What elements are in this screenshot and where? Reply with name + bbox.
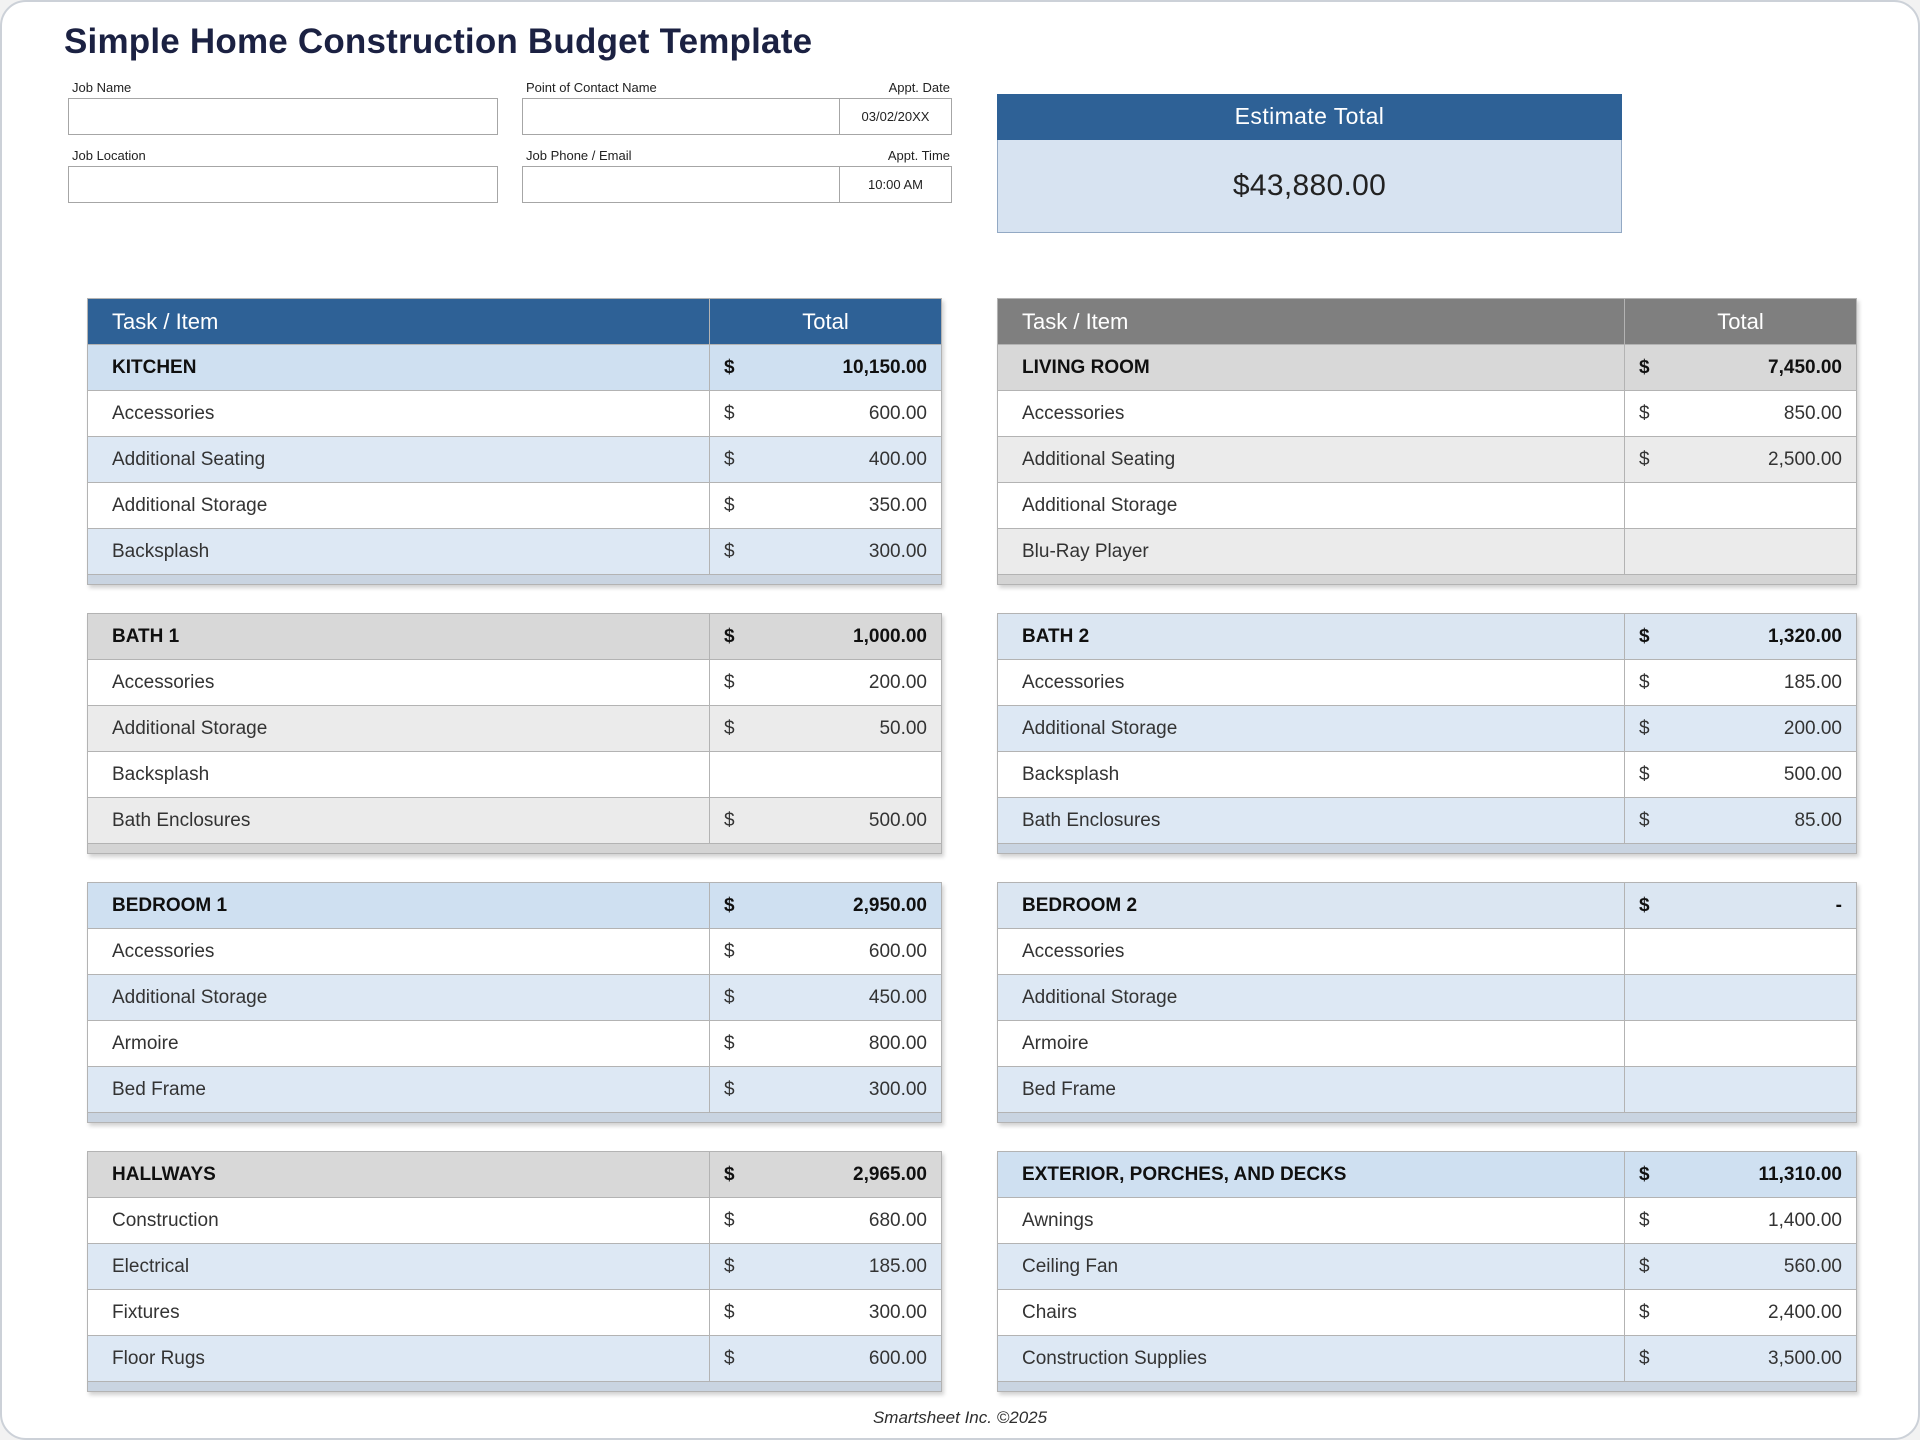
task-cell: Bed Frame (88, 1067, 710, 1113)
task-cell: Bath Enclosures (998, 798, 1625, 844)
amount-value: 185.00 (868, 1255, 927, 1277)
table-row (88, 660, 942, 706)
total-cell (710, 1244, 942, 1290)
table-row (88, 752, 942, 798)
total-cell-content (710, 1302, 941, 1324)
total-cell (710, 798, 942, 844)
phone-email-label: Job Phone / Email (526, 148, 632, 163)
task-cell: Backsplash (998, 752, 1625, 798)
column-header-row (88, 299, 942, 345)
total-cell-content (710, 1256, 941, 1278)
contact-name-input[interactable] (522, 98, 840, 135)
cut-off-row (997, 575, 1857, 585)
cut-off-row (87, 1113, 942, 1123)
total-cell-content (710, 1033, 941, 1055)
task-cell: Armoire (88, 1021, 710, 1067)
table-row (998, 1152, 1857, 1198)
job-name-label: Job Name (72, 80, 132, 95)
currency-symbol: $ (1639, 894, 1650, 916)
total-cell-content (710, 1348, 941, 1370)
estimate-total-box (997, 94, 1622, 233)
budget-table-hallways (87, 1151, 942, 1392)
total-cell-content (1625, 1256, 1856, 1278)
total-cell (1625, 529, 1857, 575)
amount-value: 7,450.00 (1768, 356, 1842, 378)
total-cell-content (710, 357, 941, 379)
amount-value: 2,400.00 (1768, 1301, 1842, 1323)
job-location-label: Job Location (72, 148, 146, 163)
total-cell (710, 706, 942, 752)
total-cell (1625, 752, 1857, 798)
currency-symbol: $ (724, 1301, 735, 1323)
job-name-input[interactable] (68, 98, 498, 135)
footer-credit: Smartsheet Inc. ©2025 (872, 1408, 1048, 1427)
amount-value: 1,400.00 (1768, 1209, 1842, 1231)
task-cell: Construction Supplies (998, 1336, 1625, 1382)
task-cell: EXTERIOR, PORCHES, AND DECKS (998, 1152, 1625, 1198)
job-location-input[interactable] (68, 166, 498, 203)
amount-value: 85.00 (1794, 809, 1842, 831)
appt-time-label: Appt. Time (887, 148, 950, 163)
table-row (88, 1021, 942, 1067)
task-cell: LIVING ROOM (998, 345, 1625, 391)
table-row (88, 437, 942, 483)
currency-symbol: $ (724, 625, 735, 647)
total-cell-content (710, 987, 941, 1009)
total-cell (1625, 798, 1857, 844)
total-cell-content (1625, 895, 1856, 917)
page-title: Simple Home Construction Budget Template (64, 22, 813, 61)
amount-value: 680.00 (868, 1209, 927, 1231)
task-cell: Backsplash (88, 529, 710, 575)
right-table-column (997, 298, 1857, 1420)
table-row (998, 1067, 1857, 1113)
table-row (998, 529, 1857, 575)
amount-value: 11,310.00 (1758, 1163, 1842, 1185)
table-row (88, 975, 942, 1021)
total-cell (710, 614, 942, 660)
currency-symbol: $ (724, 986, 735, 1008)
currency-symbol: $ (724, 671, 735, 693)
total-cell-content (1625, 1348, 1856, 1370)
table-row (998, 1021, 1857, 1067)
currency-symbol: $ (724, 448, 735, 470)
task-cell: Additional Storage (88, 975, 710, 1021)
amount-value: 185.00 (1783, 671, 1842, 693)
appt-date-field[interactable]: 03/02/20XX (839, 98, 952, 135)
total-cell-content (710, 895, 941, 917)
amount-value: 200.00 (1783, 717, 1842, 739)
total-cell-content (710, 1079, 941, 1101)
amount-value: - (1835, 894, 1842, 916)
amount-value: 300.00 (868, 1301, 927, 1323)
total-cell (1625, 483, 1857, 529)
amount-value: 500.00 (1783, 763, 1842, 785)
total-cell-content (1625, 672, 1856, 694)
total-cell (710, 929, 942, 975)
task-cell: Accessories (998, 660, 1625, 706)
total-cell (710, 483, 942, 529)
currency-symbol: $ (1639, 356, 1650, 378)
table-row (998, 660, 1857, 706)
amount-value: 2,500.00 (1768, 448, 1842, 470)
currency-symbol: $ (724, 356, 735, 378)
total-cell-content (710, 449, 941, 471)
total-cell (1625, 437, 1857, 483)
budget-table-exterior-porches-and-decks (997, 1151, 1857, 1392)
currency-symbol: $ (1639, 1347, 1650, 1369)
total-cell (710, 391, 942, 437)
task-item-header: Task / Item (88, 299, 710, 345)
total-cell (710, 437, 942, 483)
cut-off-row (87, 844, 942, 854)
total-cell (1625, 929, 1857, 975)
total-cell (710, 1152, 942, 1198)
total-cell (1625, 1244, 1857, 1290)
total-cell-content (710, 626, 941, 648)
currency-symbol: $ (724, 809, 735, 831)
total-cell-content (1625, 449, 1856, 471)
task-cell: Additional Storage (88, 706, 710, 752)
amount-value: 350.00 (868, 494, 927, 516)
total-cell (1625, 391, 1857, 437)
task-cell: Additional Storage (998, 483, 1625, 529)
total-cell (1625, 883, 1857, 929)
table-row (998, 1198, 1857, 1244)
total-cell (1625, 1067, 1857, 1113)
budget-table-kitchen (87, 298, 942, 585)
total-cell-content (710, 541, 941, 563)
task-cell: BEDROOM 1 (88, 883, 710, 929)
total-cell (1625, 706, 1857, 752)
total-cell (710, 345, 942, 391)
table-row (998, 975, 1857, 1021)
amount-value: 1,320.00 (1768, 625, 1842, 647)
currency-symbol: $ (724, 1078, 735, 1100)
amount-value: 850.00 (1783, 402, 1842, 424)
task-cell: Accessories (88, 391, 710, 437)
table-row (88, 1244, 942, 1290)
currency-symbol: $ (1639, 625, 1650, 647)
contact-name-label: Point of Contact Name (526, 80, 657, 95)
task-cell: Additional Storage (998, 706, 1625, 752)
amount-value: 560.00 (1783, 1255, 1842, 1277)
budget-table-bedroom-1 (87, 882, 942, 1123)
total-cell-content (710, 403, 941, 425)
total-cell-content (710, 941, 941, 963)
task-cell: BEDROOM 2 (998, 883, 1625, 929)
total-cell (710, 1290, 942, 1336)
amount-value: 300.00 (868, 540, 927, 562)
table-row (998, 706, 1857, 752)
total-cell-content (710, 810, 941, 832)
currency-symbol: $ (724, 717, 735, 739)
task-cell: Accessories (998, 391, 1625, 437)
total-cell (1625, 1290, 1857, 1336)
total-cell-content (710, 1210, 941, 1232)
total-cell-content (1625, 1302, 1856, 1324)
total-cell (1625, 345, 1857, 391)
total-cell-content (710, 718, 941, 740)
amount-value: 2,950.00 (853, 894, 927, 916)
table-row (88, 929, 942, 975)
table-row (998, 614, 1857, 660)
task-cell: BATH 1 (88, 614, 710, 660)
task-cell: Accessories (998, 929, 1625, 975)
total-cell (710, 752, 942, 798)
task-cell: Blu-Ray Player (998, 529, 1625, 575)
currency-symbol: $ (724, 1209, 735, 1231)
amount-value: 600.00 (868, 1347, 927, 1369)
task-cell: KITCHEN (88, 345, 710, 391)
task-cell: Fixtures (88, 1290, 710, 1336)
total-cell (1625, 614, 1857, 660)
amount-value: 3,500.00 (1768, 1347, 1842, 1369)
amount-value: 2,965.00 (853, 1163, 927, 1185)
currency-symbol: $ (1639, 448, 1650, 470)
total-cell (710, 975, 942, 1021)
currency-symbol: $ (1639, 717, 1650, 739)
total-cell-content (1625, 764, 1856, 786)
total-cell-content (1625, 357, 1856, 379)
currency-symbol: $ (1639, 1301, 1650, 1323)
currency-symbol: $ (724, 1347, 735, 1369)
currency-symbol: $ (724, 940, 735, 962)
total-cell-content (1625, 403, 1856, 425)
estimate-total-value: $43,880.00 (997, 140, 1622, 233)
total-cell-content (710, 672, 941, 694)
table-row (998, 391, 1857, 437)
table-row (998, 929, 1857, 975)
task-cell: Additional Seating (998, 437, 1625, 483)
amount-value: 1,000.00 (853, 625, 927, 647)
cut-off-row (997, 1113, 1857, 1123)
cut-off-row (87, 1382, 942, 1392)
amount-value: 500.00 (868, 809, 927, 831)
currency-symbol: $ (1639, 1255, 1650, 1277)
total-cell (1625, 1152, 1857, 1198)
amount-value: 50.00 (879, 717, 927, 739)
amount-value: 300.00 (868, 1078, 927, 1100)
table-row (998, 798, 1857, 844)
total-header: Total (1625, 299, 1857, 345)
table-row (998, 1244, 1857, 1290)
currency-symbol: $ (1639, 763, 1650, 785)
currency-symbol: $ (724, 540, 735, 562)
total-cell (710, 1021, 942, 1067)
total-cell (710, 883, 942, 929)
budget-table-living-room (997, 298, 1857, 585)
task-cell: Floor Rugs (88, 1336, 710, 1382)
total-cell-content (1625, 1210, 1856, 1232)
task-cell: Electrical (88, 1244, 710, 1290)
estimate-total-header: Estimate Total (997, 94, 1622, 140)
task-cell: BATH 2 (998, 614, 1625, 660)
table-row (88, 883, 942, 929)
amount-value: 10,150.00 (842, 356, 927, 378)
task-cell: HALLWAYS (88, 1152, 710, 1198)
amount-value: 600.00 (868, 402, 927, 424)
table-row (88, 1290, 942, 1336)
total-cell (710, 1198, 942, 1244)
amount-value: 800.00 (868, 1032, 927, 1054)
table-row (88, 391, 942, 437)
appt-time-field[interactable]: 10:00 AM (839, 166, 952, 203)
currency-symbol: $ (724, 1255, 735, 1277)
task-cell: Additional Storage (998, 975, 1625, 1021)
budget-table-bath-1 (87, 613, 942, 854)
task-cell: Bed Frame (998, 1067, 1625, 1113)
table-row (88, 1336, 942, 1382)
total-cell (710, 660, 942, 706)
table-row (998, 1290, 1857, 1336)
currency-symbol: $ (1639, 1163, 1650, 1185)
table-row (88, 706, 942, 752)
phone-email-input[interactable] (522, 166, 840, 203)
total-cell (1625, 1021, 1857, 1067)
task-cell: Accessories (88, 929, 710, 975)
currency-symbol: $ (1639, 809, 1650, 831)
budget-table-bedroom-2 (997, 882, 1857, 1123)
total-cell-content (1625, 1164, 1856, 1186)
total-cell (1625, 1198, 1857, 1244)
task-cell: Accessories (88, 660, 710, 706)
column-header-row (998, 299, 1857, 345)
table-row (998, 437, 1857, 483)
currency-symbol: $ (724, 402, 735, 424)
amount-value: 400.00 (868, 448, 927, 470)
total-cell (710, 529, 942, 575)
amount-value: 600.00 (868, 940, 927, 962)
currency-symbol: $ (1639, 671, 1650, 693)
task-cell: Backsplash (88, 752, 710, 798)
table-row (998, 752, 1857, 798)
currency-symbol: $ (1639, 1209, 1650, 1231)
table-row (88, 1198, 942, 1244)
table-row (998, 483, 1857, 529)
total-cell (1625, 975, 1857, 1021)
table-row (88, 345, 942, 391)
task-cell: Chairs (998, 1290, 1625, 1336)
total-cell (1625, 660, 1857, 706)
amount-value: 200.00 (868, 671, 927, 693)
task-cell: Additional Storage (88, 483, 710, 529)
table-row (88, 798, 942, 844)
currency-symbol: $ (724, 494, 735, 516)
total-cell (710, 1067, 942, 1113)
task-cell: Additional Seating (88, 437, 710, 483)
total-cell-content (1625, 810, 1856, 832)
currency-symbol: $ (724, 1032, 735, 1054)
left-table-column (87, 298, 942, 1420)
total-cell-content (710, 495, 941, 517)
currency-symbol: $ (724, 894, 735, 916)
total-cell-content (1625, 718, 1856, 740)
task-cell: Armoire (998, 1021, 1625, 1067)
total-cell (1625, 1336, 1857, 1382)
total-cell-content (710, 1164, 941, 1186)
total-cell-content (1625, 626, 1856, 648)
table-row (998, 345, 1857, 391)
table-row (88, 529, 942, 575)
table-row (998, 1336, 1857, 1382)
cut-off-row (997, 844, 1857, 854)
task-cell: Bath Enclosures (88, 798, 710, 844)
total-cell (710, 1336, 942, 1382)
table-row (998, 883, 1857, 929)
table-row (88, 1152, 942, 1198)
budget-table-bath-2 (997, 613, 1857, 854)
currency-symbol: $ (724, 1163, 735, 1185)
total-header: Total (710, 299, 942, 345)
appt-date-label: Appt. Date (888, 80, 950, 95)
cut-off-row (997, 1382, 1857, 1392)
amount-value: 450.00 (868, 986, 927, 1008)
task-cell: Construction (88, 1198, 710, 1244)
table-row (88, 483, 942, 529)
currency-symbol: $ (1639, 402, 1650, 424)
task-cell: Awnings (998, 1198, 1625, 1244)
table-row (88, 1067, 942, 1113)
task-cell: Ceiling Fan (998, 1244, 1625, 1290)
task-item-header: Task / Item (998, 299, 1625, 345)
cut-off-row (87, 575, 942, 585)
table-row (88, 614, 942, 660)
